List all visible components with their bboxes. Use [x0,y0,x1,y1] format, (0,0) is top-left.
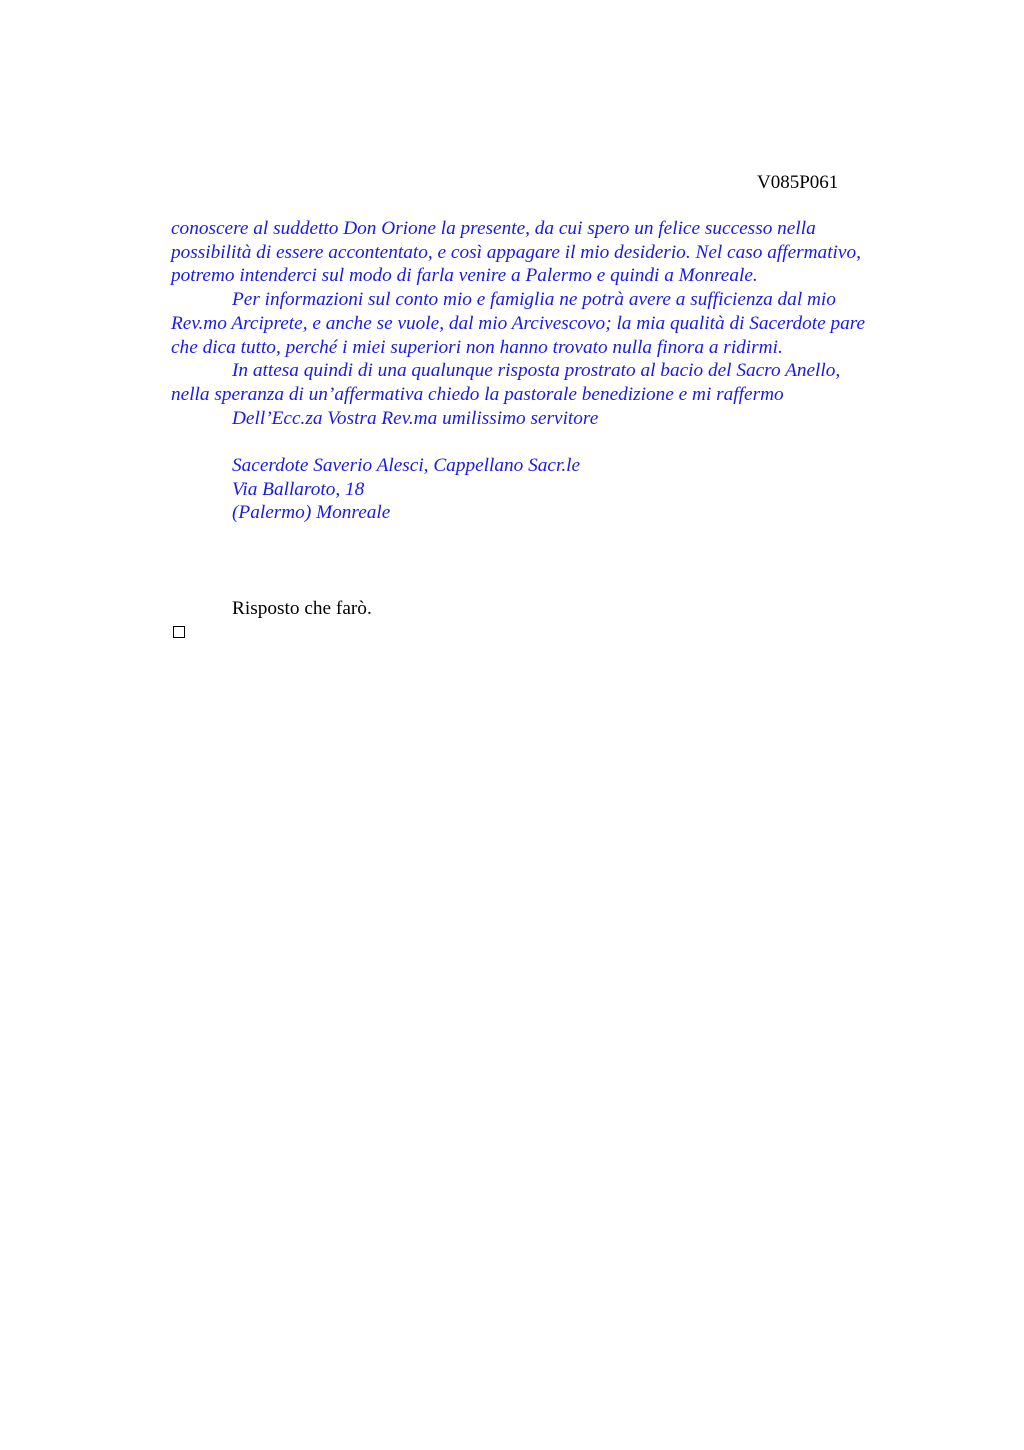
letter-line: che dica tutto, perché i miei superiori non hanno trovato nulla finora a ridirmi. [171,336,783,358]
blank-line [171,430,931,454]
checkbox-icon [173,626,185,638]
reply-note: Risposto che farò. [232,598,372,619]
letter-body [171,217,931,525]
signature-name: Sacerdote Saverio Alesci, Cappellano Sacr.le [232,455,581,477]
closing-line: Dell’Ecc.za Vostra Rev.ma umilissimo servitore [232,407,599,429]
letter-line: Per informazioni sul conto mio e famiglia ne potrà avere a sufficienza dal mio [232,289,836,311]
letter-line: potremo intenderci sul modo di farla venire a Palermo e quindi a Monreale. [171,265,758,287]
letter-line: Rev.mo Arciprete, e anche se vuole, dal mio Arcivescovo; la mia qualità di Sacerdote pare [171,312,866,334]
letter-line: In attesa quindi di una qualunque risposta prostrato al bacio del Sacro Anello, [232,360,841,382]
letter-line: possibilità di essere accontentato, e così appagare il mio desiderio. Nel caso affermativo, [171,241,861,263]
letter-line: nella speranza di un’affermativa chiedo la pastorale benedizione e mi raffermo [171,383,784,405]
page-identifier: V085P061 [757,172,839,193]
letter-line: conoscere al suddetto Don Orione la presente, da cui spero un felice successo nella [171,218,816,239]
signature-city: (Palermo) Monreale [232,502,391,524]
signature-address: Via Ballaroto, 18 [232,478,365,500]
